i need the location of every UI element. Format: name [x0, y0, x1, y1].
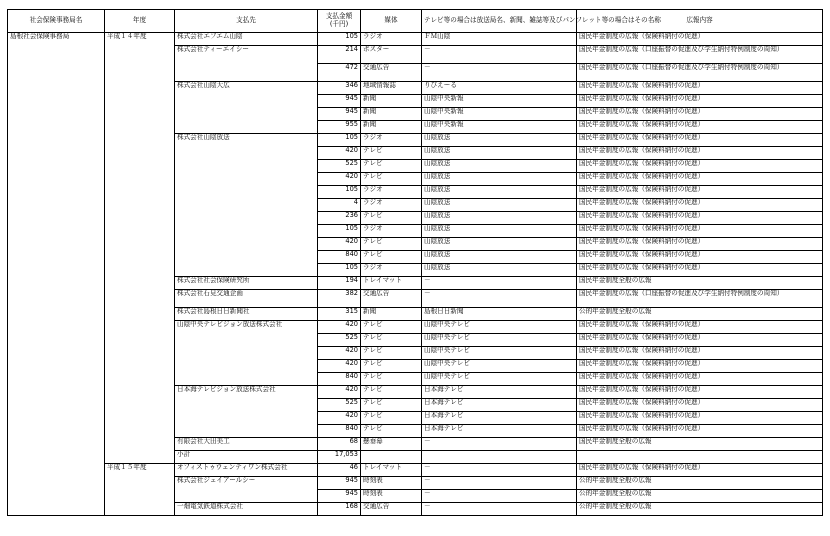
content-cell: 公的年金制度全般の広報 — [577, 490, 823, 503]
media-cell: 交通広告 — [361, 64, 422, 82]
media-name-cell: － — [422, 477, 577, 490]
media-cell: テレビ — [361, 251, 422, 264]
amount-cell: 472 — [318, 64, 361, 82]
media-name-cell — [422, 451, 577, 464]
payee-cell: 日本海テレビジョン放送株式会社 — [175, 386, 318, 438]
content-cell: 国民年金制度の広報（保険料納付の促進） — [577, 212, 823, 225]
payee-cell: 一畑電気鉄道株式会社 — [175, 503, 318, 516]
media-cell: 地域情報誌 — [361, 82, 422, 95]
header-row — [8, 10, 823, 33]
media-cell: トレイマット — [361, 464, 422, 477]
amount-cell: 236 — [318, 212, 361, 225]
media-name-cell: － — [422, 503, 577, 516]
media-cell: テレビ — [361, 147, 422, 160]
media-cell: 新聞 — [361, 308, 422, 321]
header-media-name: テレビ等の場合は放送局名、新聞、雑誌等及びパンフレット等の場合はその名称 — [422, 10, 577, 33]
content-cell: 国民年金制度の広報（保険料納付の促進） — [577, 399, 823, 412]
content-cell: 国民年金制度の広報（保険料納付の促進） — [577, 347, 823, 360]
media-cell: テレビ — [361, 321, 422, 334]
content-cell: 国民年金制度の広報（保険料納付の促進） — [577, 147, 823, 160]
media-name-cell: 日本海テレビ — [422, 425, 577, 438]
media-name-cell: 島根日日新聞 — [422, 308, 577, 321]
payee-cell: 株式会社島根日日新聞社 — [175, 308, 318, 321]
content-cell: 国民年金制度の広報（保険料納付の促進） — [577, 425, 823, 438]
media-cell: ラジオ — [361, 33, 422, 46]
amount-cell: 420 — [318, 238, 361, 251]
media-cell: トレイマット — [361, 277, 422, 290]
media-name-cell: － — [422, 46, 577, 64]
table-body — [8, 33, 823, 516]
content-cell: 国民年金制度の広報（保険料納付の促進） — [577, 186, 823, 199]
amount-cell: 420 — [318, 321, 361, 334]
media-name-cell: 山陰中央新報 — [422, 121, 577, 134]
media-cell: ラジオ — [361, 134, 422, 147]
content-cell: 国民年金制度全般の広報 — [577, 438, 823, 451]
media-cell: テレビ — [361, 212, 422, 225]
content-cell: 国民年金制度の広報（保険料納付の促進） — [577, 334, 823, 347]
content-cell: 公的年金制度全般の広報 — [577, 308, 823, 321]
content-cell: 国民年金制度の広報（保険料納付の促進） — [577, 225, 823, 238]
content-cell: 国民年金制度の広報（保険料納付の促進） — [577, 160, 823, 173]
content-cell: 国民年金制度全般の広報 — [577, 277, 823, 290]
amount-cell: 525 — [318, 334, 361, 347]
payee-cell: 小計 — [175, 451, 318, 464]
media-name-cell: 山陰放送 — [422, 147, 577, 160]
content-cell: 国民年金制度の広報（保険料納付の促進） — [577, 321, 823, 334]
amount-cell: 105 — [318, 186, 361, 199]
amount-cell: 945 — [318, 477, 361, 490]
amount-cell: 840 — [318, 251, 361, 264]
header-amount-unit: (千円) — [329, 20, 349, 28]
media-name-cell: 山陰放送 — [422, 173, 577, 186]
media-cell: テレビ — [361, 238, 422, 251]
header-year: 年度 — [105, 10, 175, 33]
payee-cell: 株式会社ティーエイシー — [175, 46, 318, 82]
content-cell: 国民年金制度の広報（保険料納付の促進） — [577, 238, 823, 251]
amount-cell: 105 — [318, 33, 361, 46]
media-cell — [361, 451, 422, 464]
header-payee: 支払先 — [175, 10, 318, 33]
media-name-cell: － — [422, 290, 577, 308]
media-name-cell: 山陰放送 — [422, 212, 577, 225]
media-cell: テレビ — [361, 425, 422, 438]
amount-cell: 945 — [318, 490, 361, 503]
amount-cell: 420 — [318, 386, 361, 399]
media-name-cell: 日本海テレビ — [422, 412, 577, 425]
content-cell: 国民年金制度の広報（保険料納付の促進） — [577, 108, 823, 121]
content-cell: 国民年金制度の広報（保険料納付の促進） — [577, 121, 823, 134]
content-cell: 国民年金制度の広報（保険料納付の促進） — [577, 386, 823, 399]
media-name-cell: ＦＭ山陰 — [422, 33, 577, 46]
amount-cell: 46 — [318, 464, 361, 477]
payee-cell: 有限会社大田美工 — [175, 438, 318, 451]
content-cell: 国民年金制度の広報（保険料納付の促進） — [577, 95, 823, 108]
amount-cell: 525 — [318, 399, 361, 412]
media-cell: 交通広告 — [361, 290, 422, 308]
content-cell: 国民年金制度の広報（保険料納付の促進） — [577, 360, 823, 373]
header-media: 媒体 — [361, 10, 422, 33]
content-cell: 国民年金制度の広報（保険料納付の促進） — [577, 134, 823, 147]
amount-cell: 168 — [318, 503, 361, 516]
payee-cell: 株式会社山陰放送 — [175, 134, 318, 277]
year-cell: 平成１４年度 — [105, 33, 175, 464]
media-cell: 時刻表 — [361, 490, 422, 503]
amount-cell: 4 — [318, 199, 361, 212]
header-content: 広報内容 — [577, 10, 823, 33]
content-cell: 国民年金制度の広報（保険料納付の促進） — [577, 33, 823, 46]
payee-cell: 株式会社ジェイアールシー — [175, 477, 318, 503]
media-name-cell: 日本海テレビ — [422, 399, 577, 412]
office-cell: 島根社会保険事務局 — [8, 33, 105, 516]
amount-cell: 382 — [318, 290, 361, 308]
media-cell: テレビ — [361, 347, 422, 360]
media-name-cell: 山陰放送 — [422, 251, 577, 264]
amount-cell: 17,053 — [318, 451, 361, 464]
media-cell: テレビ — [361, 160, 422, 173]
content-cell: 公的年金制度全般の広報 — [577, 503, 823, 516]
amount-cell: 214 — [318, 46, 361, 64]
media-cell: テレビ — [361, 360, 422, 373]
amount-cell: 840 — [318, 373, 361, 386]
payee-cell: 株式会社石見交通企画 — [175, 290, 318, 308]
media-name-cell: － — [422, 277, 577, 290]
amount-cell: 420 — [318, 360, 361, 373]
amount-cell: 840 — [318, 425, 361, 438]
media-cell: テレビ — [361, 173, 422, 186]
disbursement-table-sheet — [7, 9, 822, 516]
content-cell: 国民年金制度の広報（口座振替の促進及び学生納付特例制度の周知） — [577, 46, 823, 64]
media-name-cell: 山陰中央テレビ — [422, 321, 577, 334]
amount-cell: 945 — [318, 95, 361, 108]
media-name-cell: 山陰放送 — [422, 134, 577, 147]
media-name-cell: 山陰放送 — [422, 238, 577, 251]
amount-cell: 420 — [318, 173, 361, 186]
table-row — [8, 33, 823, 46]
media-cell: 時刻表 — [361, 477, 422, 490]
media-name-cell: － — [422, 438, 577, 451]
amount-cell: 194 — [318, 277, 361, 290]
amount-cell: 68 — [318, 438, 361, 451]
content-cell: 国民年金制度の広報（保険料納付の促進） — [577, 373, 823, 386]
media-cell: テレビ — [361, 399, 422, 412]
year-cell: 平成１５年度 — [105, 464, 175, 516]
media-name-cell: 日本海テレビ — [422, 386, 577, 399]
disbursement-table — [7, 9, 823, 516]
payee-cell: 株式会社エフエム山陰 — [175, 33, 318, 46]
content-cell: 国民年金制度の広報（保険料納付の促進） — [577, 412, 823, 425]
amount-cell: 420 — [318, 412, 361, 425]
amount-cell: 955 — [318, 121, 361, 134]
media-name-cell: 山陰中央新報 — [422, 108, 577, 121]
media-name-cell: － — [422, 490, 577, 503]
media-name-cell: 山陰中央テレビ — [422, 373, 577, 386]
media-cell: ポスター — [361, 46, 422, 64]
content-cell: 国民年金制度の広報（口座振替の促進及び学生納付特例制度の周知） — [577, 64, 823, 82]
media-cell: テレビ — [361, 373, 422, 386]
media-name-cell: － — [422, 64, 577, 82]
header-amount — [318, 10, 361, 33]
media-name-cell: 山陰中央テレビ — [422, 347, 577, 360]
media-cell: ラジオ — [361, 199, 422, 212]
media-name-cell: 山陰中央新報 — [422, 95, 577, 108]
payee-cell: 山陰中央テレビジョン放送株式会社 — [175, 321, 318, 386]
amount-cell: 945 — [318, 108, 361, 121]
content-cell: 国民年金制度の広報（口座振替の促進及び学生納付特例制度の周知） — [577, 290, 823, 308]
amount-cell: 346 — [318, 82, 361, 95]
amount-cell: 105 — [318, 264, 361, 277]
media-cell: 新聞 — [361, 108, 422, 121]
content-cell: 国民年金制度の広報（保険料納付の促進） — [577, 264, 823, 277]
content-cell: 国民年金制度の広報（保険料納付の促進） — [577, 464, 823, 477]
media-name-cell: － — [422, 464, 577, 477]
media-name-cell: 山陰中央テレビ — [422, 334, 577, 347]
amount-cell: 420 — [318, 347, 361, 360]
media-cell: 懸垂幕 — [361, 438, 422, 451]
media-name-cell: 山陰放送 — [422, 264, 577, 277]
content-cell: 国民年金制度の広報（保険料納付の促進） — [577, 173, 823, 186]
amount-cell: 105 — [318, 225, 361, 238]
amount-cell: 525 — [318, 160, 361, 173]
media-name-cell: 山陰放送 — [422, 225, 577, 238]
media-name-cell: りびえーる — [422, 82, 577, 95]
content-cell: 国民年金制度の広報（保険料納付の促進） — [577, 199, 823, 212]
media-name-cell: 山陰放送 — [422, 186, 577, 199]
header-office: 社会保険事務局名 — [8, 10, 105, 33]
media-cell: ラジオ — [361, 264, 422, 277]
content-cell — [577, 451, 823, 464]
table-row — [8, 464, 823, 477]
media-cell: ラジオ — [361, 225, 422, 238]
header-amount-label: 支払金額 — [325, 12, 353, 21]
amount-cell: 105 — [318, 134, 361, 147]
media-cell: 新聞 — [361, 121, 422, 134]
payee-cell: 株式会社山陰大広 — [175, 82, 318, 134]
media-cell: テレビ — [361, 334, 422, 347]
media-cell: 交通広告 — [361, 503, 422, 516]
media-name-cell: 山陰放送 — [422, 199, 577, 212]
payee-cell: オフィストゥウェンティワン株式会社 — [175, 464, 318, 477]
content-cell: 国民年金制度の広報（保険料納付の促進） — [577, 82, 823, 95]
media-cell: ラジオ — [361, 186, 422, 199]
payee-cell: 株式会社社会保険研究所 — [175, 277, 318, 290]
content-cell: 国民年金制度の広報（保険料納付の促進） — [577, 251, 823, 264]
media-cell: 新聞 — [361, 95, 422, 108]
media-cell: テレビ — [361, 386, 422, 399]
media-name-cell: 山陰中央テレビ — [422, 360, 577, 373]
media-name-cell: 山陰放送 — [422, 160, 577, 173]
amount-cell: 315 — [318, 308, 361, 321]
media-cell: テレビ — [361, 412, 422, 425]
amount-cell: 420 — [318, 147, 361, 160]
content-cell: 公的年金制度全般の広報 — [577, 477, 823, 490]
